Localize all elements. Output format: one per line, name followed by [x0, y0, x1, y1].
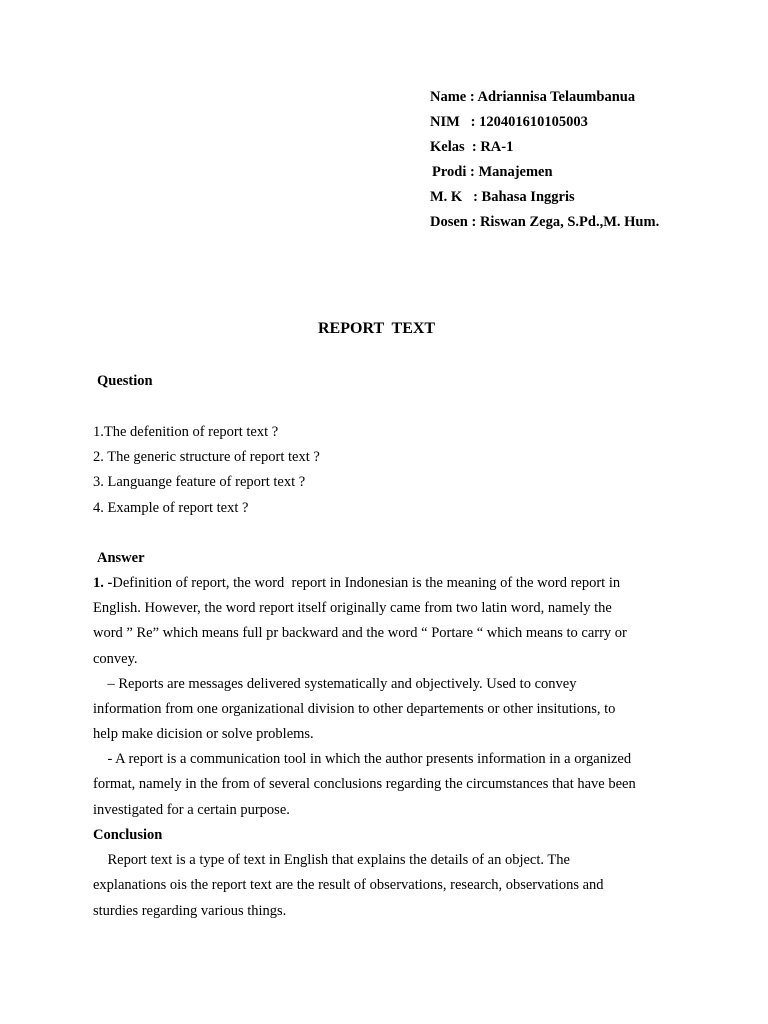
- student-name: Name : Adriannisa Telaumbanua: [430, 89, 636, 105]
- answer-paragraph-line: word ” Re” which means full pr backward and the word “ Portare “ which means to carry or: [93, 625, 627, 641]
- student-program: Prodi : Manajemen: [432, 164, 553, 180]
- answer-paragraph-line: English. However, the word report itself originally came from two latin word, namely the: [93, 600, 612, 616]
- student-nim: NIM : 120401610105003: [430, 114, 588, 130]
- conclusion-heading: Conclusion: [93, 827, 163, 843]
- answer-paragraph-line: format, namely in the from of several conclusions regarding the circumstances that have been: [93, 776, 636, 792]
- answer-paragraph-line: investigated for a certain purpose.: [93, 802, 290, 818]
- student-class: Kelas : RA-1: [430, 139, 514, 155]
- question-item: 3. Languange feature of report text ?: [93, 474, 306, 490]
- answer-paragraph-line: help make dicision or solve problems.: [93, 726, 314, 742]
- question-item: 2. The generic structure of report text ?: [93, 449, 320, 465]
- answer-paragraph-line: convey.: [93, 651, 138, 667]
- question-heading: Question: [97, 373, 153, 389]
- answer-paragraph-line: - A report is a communication tool in which the author presents information in a organized: [93, 751, 632, 767]
- question-item: 1.The defenition of report text ?: [93, 424, 279, 440]
- question-item: 4. Example of report text ?: [93, 500, 249, 516]
- answer-line-text: Definition of report, the word report in Indonesian is the meaning of the word report in: [112, 575, 621, 591]
- course-name: M. K : Bahasa Inggris: [430, 189, 575, 205]
- answer-number: 1. -: [93, 575, 113, 591]
- conclusion-line: explanations ois the report text are the result of observations, research, observations and: [93, 877, 604, 893]
- answer-heading: Answer: [97, 550, 145, 566]
- answer-paragraph-line: information from one organizational division to other departements or other insitutions, to: [93, 701, 616, 717]
- conclusion-line: Report text is a type of text in English that explains the details of an object. The: [93, 852, 570, 868]
- answer-paragraph-line: [93, 574, 620, 592]
- answer-paragraph-line: – Reports are messages delivered systematically and objectively. Used to convey: [93, 676, 577, 692]
- conclusion-line: sturdies regarding various things.: [93, 903, 287, 919]
- lecturer-name: Dosen : Riswan Zega, S.Pd.,M. Hum.: [430, 214, 660, 230]
- document-title: REPORT TEXT: [318, 320, 436, 337]
